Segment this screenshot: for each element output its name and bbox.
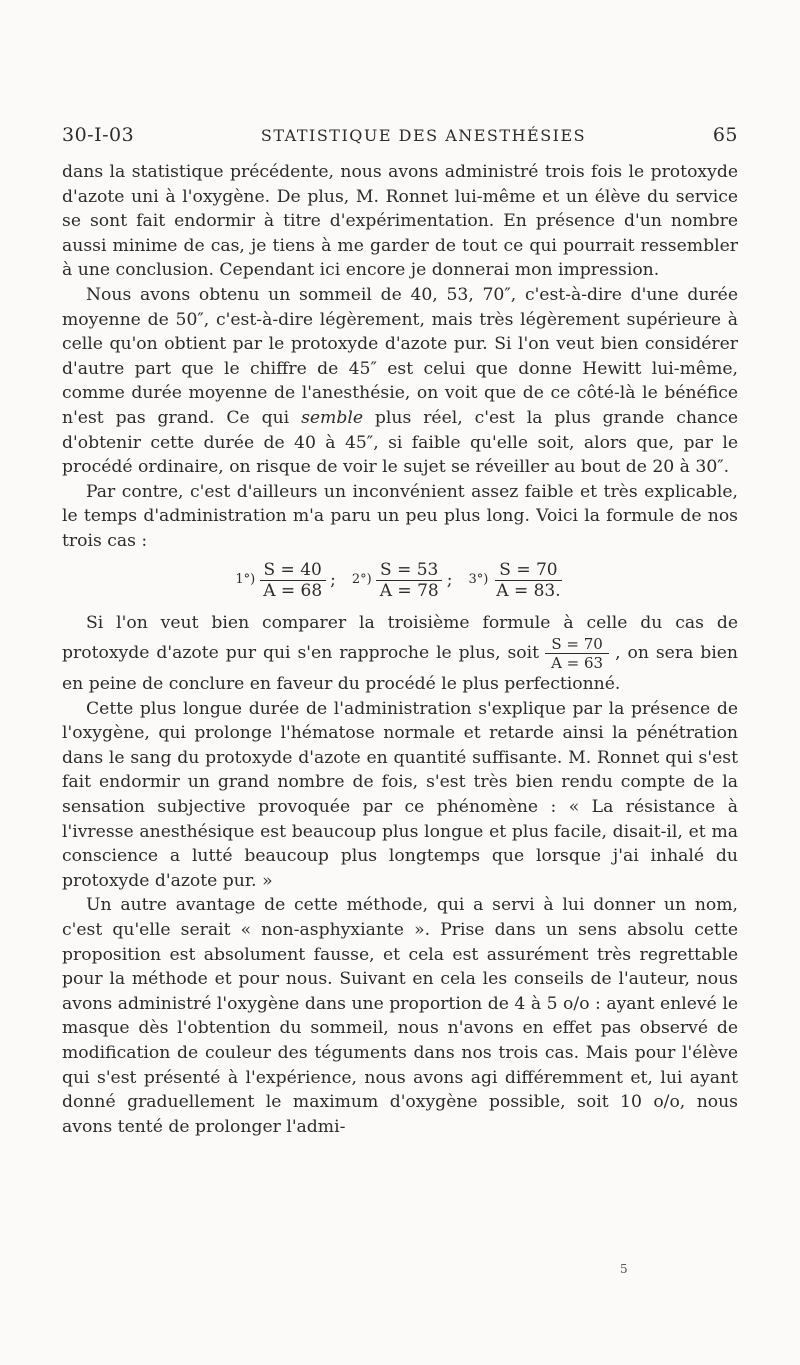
- paragraph-text: Si l'on veut bien comparer la troisième formule à celle du cas de protoxyde d'azote pur qui s'en rapproche le plus, soit: [62, 612, 738, 664]
- emphasis-text: semble: [301, 407, 364, 428]
- header-title: STATISTIQUE DES ANESTHÉSIES: [260, 126, 587, 145]
- fraction-numerator: S = 70: [495, 560, 561, 581]
- formula: [352, 560, 453, 601]
- paragraph: [62, 611, 738, 697]
- inline-fraction: [545, 635, 609, 672]
- paragraph: [62, 283, 738, 480]
- body-text: [62, 160, 738, 1139]
- fraction: [376, 560, 443, 601]
- formula: [468, 560, 564, 601]
- header-date: 30-I-03: [62, 124, 135, 146]
- fraction-denominator: A = 63: [551, 654, 604, 673]
- formula-number: 1°): [235, 571, 256, 587]
- fraction-denominator: A = 83.: [496, 580, 561, 601]
- paragraph-text: plus réel, c'est la plus grande chance d'obtenir cette durée de 40 à 45″, si faible qu'elle soit, alors que, par le procédé ordinaire, on risque de voir le sujet se réveiller au bout de 20 à 30″.: [62, 407, 739, 478]
- paragraph-text: Nous avons obtenu un sommeil de 40, 53, 70″, c'est-à-dire d'une durée moyenne de 50″, c'est-à-dire légèrement, mais très légèrement supérieure à celle qu'on obtient par le protoxyde d'azote pur. Si l'on veut bien considérer d'autre part que le chiffre de 45″ est celui que donne Hewitt lui-même, comme durée moyenne de l'anesthésie, on voit que de ce côté-là le bénéfice n'est pas grand. Ce qui: [62, 284, 738, 428]
- fraction: [259, 560, 326, 601]
- formula-row: [62, 560, 738, 601]
- fraction-denominator: A = 78: [379, 580, 439, 601]
- paragraph-text: , on sera bien en peine de conclure en faveur du procédé le plus perfectionné.: [62, 643, 739, 695]
- fraction-numerator: S = 70: [545, 635, 609, 654]
- formula-separator: ;: [446, 569, 453, 590]
- formula-number: 3°): [468, 571, 489, 587]
- running-header: [62, 124, 738, 146]
- page-number: 65: [712, 124, 738, 146]
- formula-number: 2°): [351, 571, 372, 587]
- paragraph: Par contre, c'est d'ailleurs un inconvénient assez faible et très explicable, le temps d'administration m'a paru un peu plus long. Voici la formule de nos trois cas :: [62, 481, 738, 551]
- paragraph: dans la statistique précédente, nous avons administré trois fois le protoxyde d'azote uni à l'oxygène. De plus, M. Ronnet lui-même et un élève du service se sont fait endormir à titre d'expérimentation. En présence d'un nombre aussi minime de cas, je tiens à me garder de tout ce qui pourrait ressembler à une conclusion. Cependant ici encore je donnerai mon impression.: [62, 162, 738, 281]
- fraction-numerator: S = 53: [376, 560, 442, 581]
- paragraph: Cette plus longue durée de l'administration s'explique par la présence de l'oxygène, qui prolonge l'hématose normale et retarde ainsi la pénétration dans le sang du protoxyde d'azote en quantité suffisante. M. Ronnet qui s'est fait endormir un grand nombre de fois, s'est très bien rendu compte de la sensation subjective provoquée par ce phénomène : « La résistance à l'ivresse anesthésique est beaucoup plus longue et plus facile, disait-il, et ma conscience a lutté beaucoup plus longtemps que lorsque j'ai inhalé du protoxyde d'azote pur. »: [62, 698, 738, 891]
- fraction: [492, 560, 564, 601]
- paragraph: Un autre avantage de cette méthode, qui a servi à lui donner un nom, c'est qu'elle serait « non-asphyxiante ». Prise dans un sens absolu cette proposition est absolument fausse, et cela est assurément très regrettable pour la méthode et pour nous. Suivant en cela les conseils de l'auteur, nous avons administré l'oxygène dans une proportion de 4 à 5 o/o : ayant enlevé le masque dès l'obtention du sommeil, nous n'avons en effet pas observé de modification de couleur des téguments dans nos trois cas. Mais pour l'élève qui s'est présenté à l'expérience, nous avons agi différemment et, lui ayant donné graduellement le maximum d'oxygène possible, soit 10 o/o, nous avons tenté de prolonger l'admi-: [62, 895, 738, 1137]
- formula-separator: ;: [330, 569, 336, 590]
- formula: [235, 560, 336, 601]
- fraction-denominator: A = 68: [263, 580, 323, 601]
- fraction-numerator: S = 40: [260, 560, 326, 581]
- signature-mark: 5: [620, 1262, 628, 1276]
